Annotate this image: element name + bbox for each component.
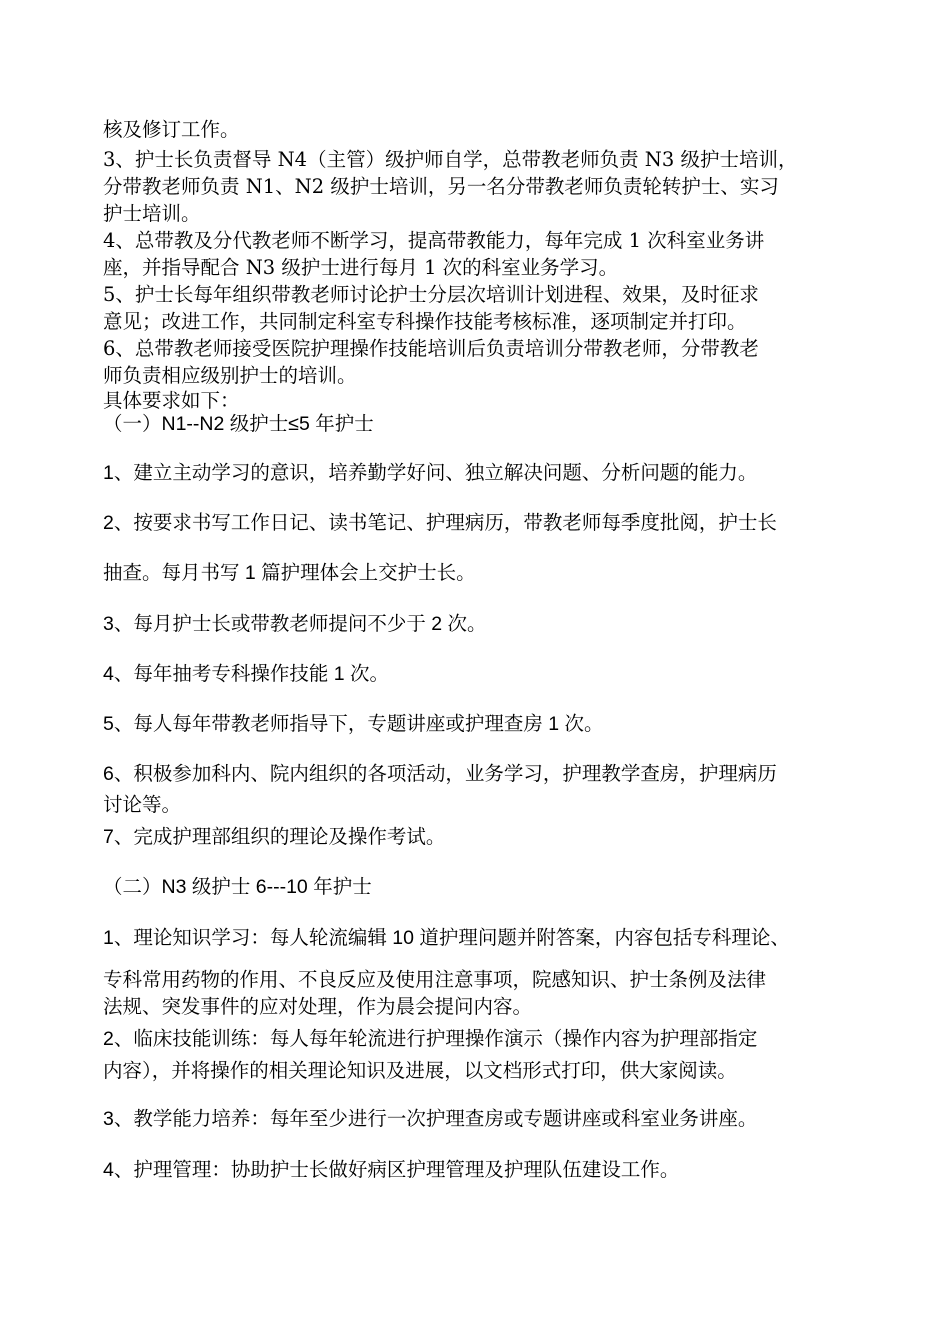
list-item: 4、护理管理：协助护士长做好病区护理管理及护理队伍建设工作。 (103, 1159, 680, 1181)
section-heading-n3: （二）N3 级护士 6---10 年护士 (103, 876, 372, 898)
text-line: 4、总带教及分代教老师不断学习，提高带教能力，每年完成 1 次科室业务讲 (103, 229, 765, 252)
text-line: 5、护士长每年组织带教老师讨论护士分层次培训计划进程、效果，及时征求 (103, 283, 759, 306)
list-item: 内容），并将操作的相关理论知识及进展，以文档形式打印，供大家阅读。 (103, 1060, 737, 1082)
text-line: 师负责相应级别护士的培训。 (103, 364, 357, 387)
list-item: 1、建立主动学习的意识，培养勤学好问、独立解决问题、分析问题的能力。 (103, 462, 758, 484)
list-item: 3、教学能力培养：每年至少进行一次护理查房或专题讲座或科室业务讲座。 (103, 1108, 758, 1130)
text-line: 座，并指导配合 N3 级护士进行每月 1 次的科室业务学习。 (103, 256, 619, 279)
list-item: 2、按要求书写工作日记、读书笔记、护理病历，带教老师每季度批阅，护士长 (103, 512, 777, 534)
text-line: 6、总带教老师接受医院护理操作技能培训后负责培训分带教老师，分带教老 (103, 337, 759, 360)
text-line: 护士培训。 (103, 202, 201, 225)
list-item: 专科常用药物的作用、不良反应及使用注意事项，院感知识、护士条例及法律 (103, 969, 767, 991)
list-item: 2、临床技能训练：每人每年轮流进行护理操作演示（操作内容为护理部指定 (103, 1028, 758, 1050)
text-line: 核及修订工作。 (103, 118, 240, 141)
list-item: 1、理论知识学习：每人轮流编辑 10 道护理问题并附答案，内容包括专科理论、 (103, 927, 790, 949)
list-item: 7、完成护理部组织的理论及操作考试。 (103, 826, 446, 848)
text-line: 分带教老师负责 N1、N2 级护士培训，另一名分带教老师负责轮转护士、实习 (103, 175, 779, 198)
text-line: 3、护士长负责督导 N4（主管）级护师自学，总带教老师负责 N3 级护士培训， (103, 148, 798, 171)
list-item: 3、每月护士长或带教老师提问不少于 2 次。 (103, 613, 487, 635)
list-item: 5、每人每年带教老师指导下，专题讲座或护理查房 1 次。 (103, 713, 604, 735)
list-item: 6、积极参加科内、院内组织的各项活动，业务学习，护理教学查房，护理病历 (103, 763, 777, 785)
list-item: 法规、突发事件的应对处理，作为晨会提问内容。 (103, 996, 533, 1018)
list-item: 讨论等。 (103, 794, 182, 816)
text-line: 具体要求如下： (103, 389, 240, 412)
section-heading-n1-n2: （一）N1--N2 级护士≤5 年护士 (103, 413, 374, 435)
list-item: 4、每年抽考专科操作技能 1 次。 (103, 663, 390, 685)
list-item: 抽查。每月书写 1 篇护理体会上交护士长。 (103, 562, 476, 584)
text-line: 意见；改进工作，共同制定科室专科操作技能考核标准，逐项制定并打印。 (103, 310, 747, 333)
